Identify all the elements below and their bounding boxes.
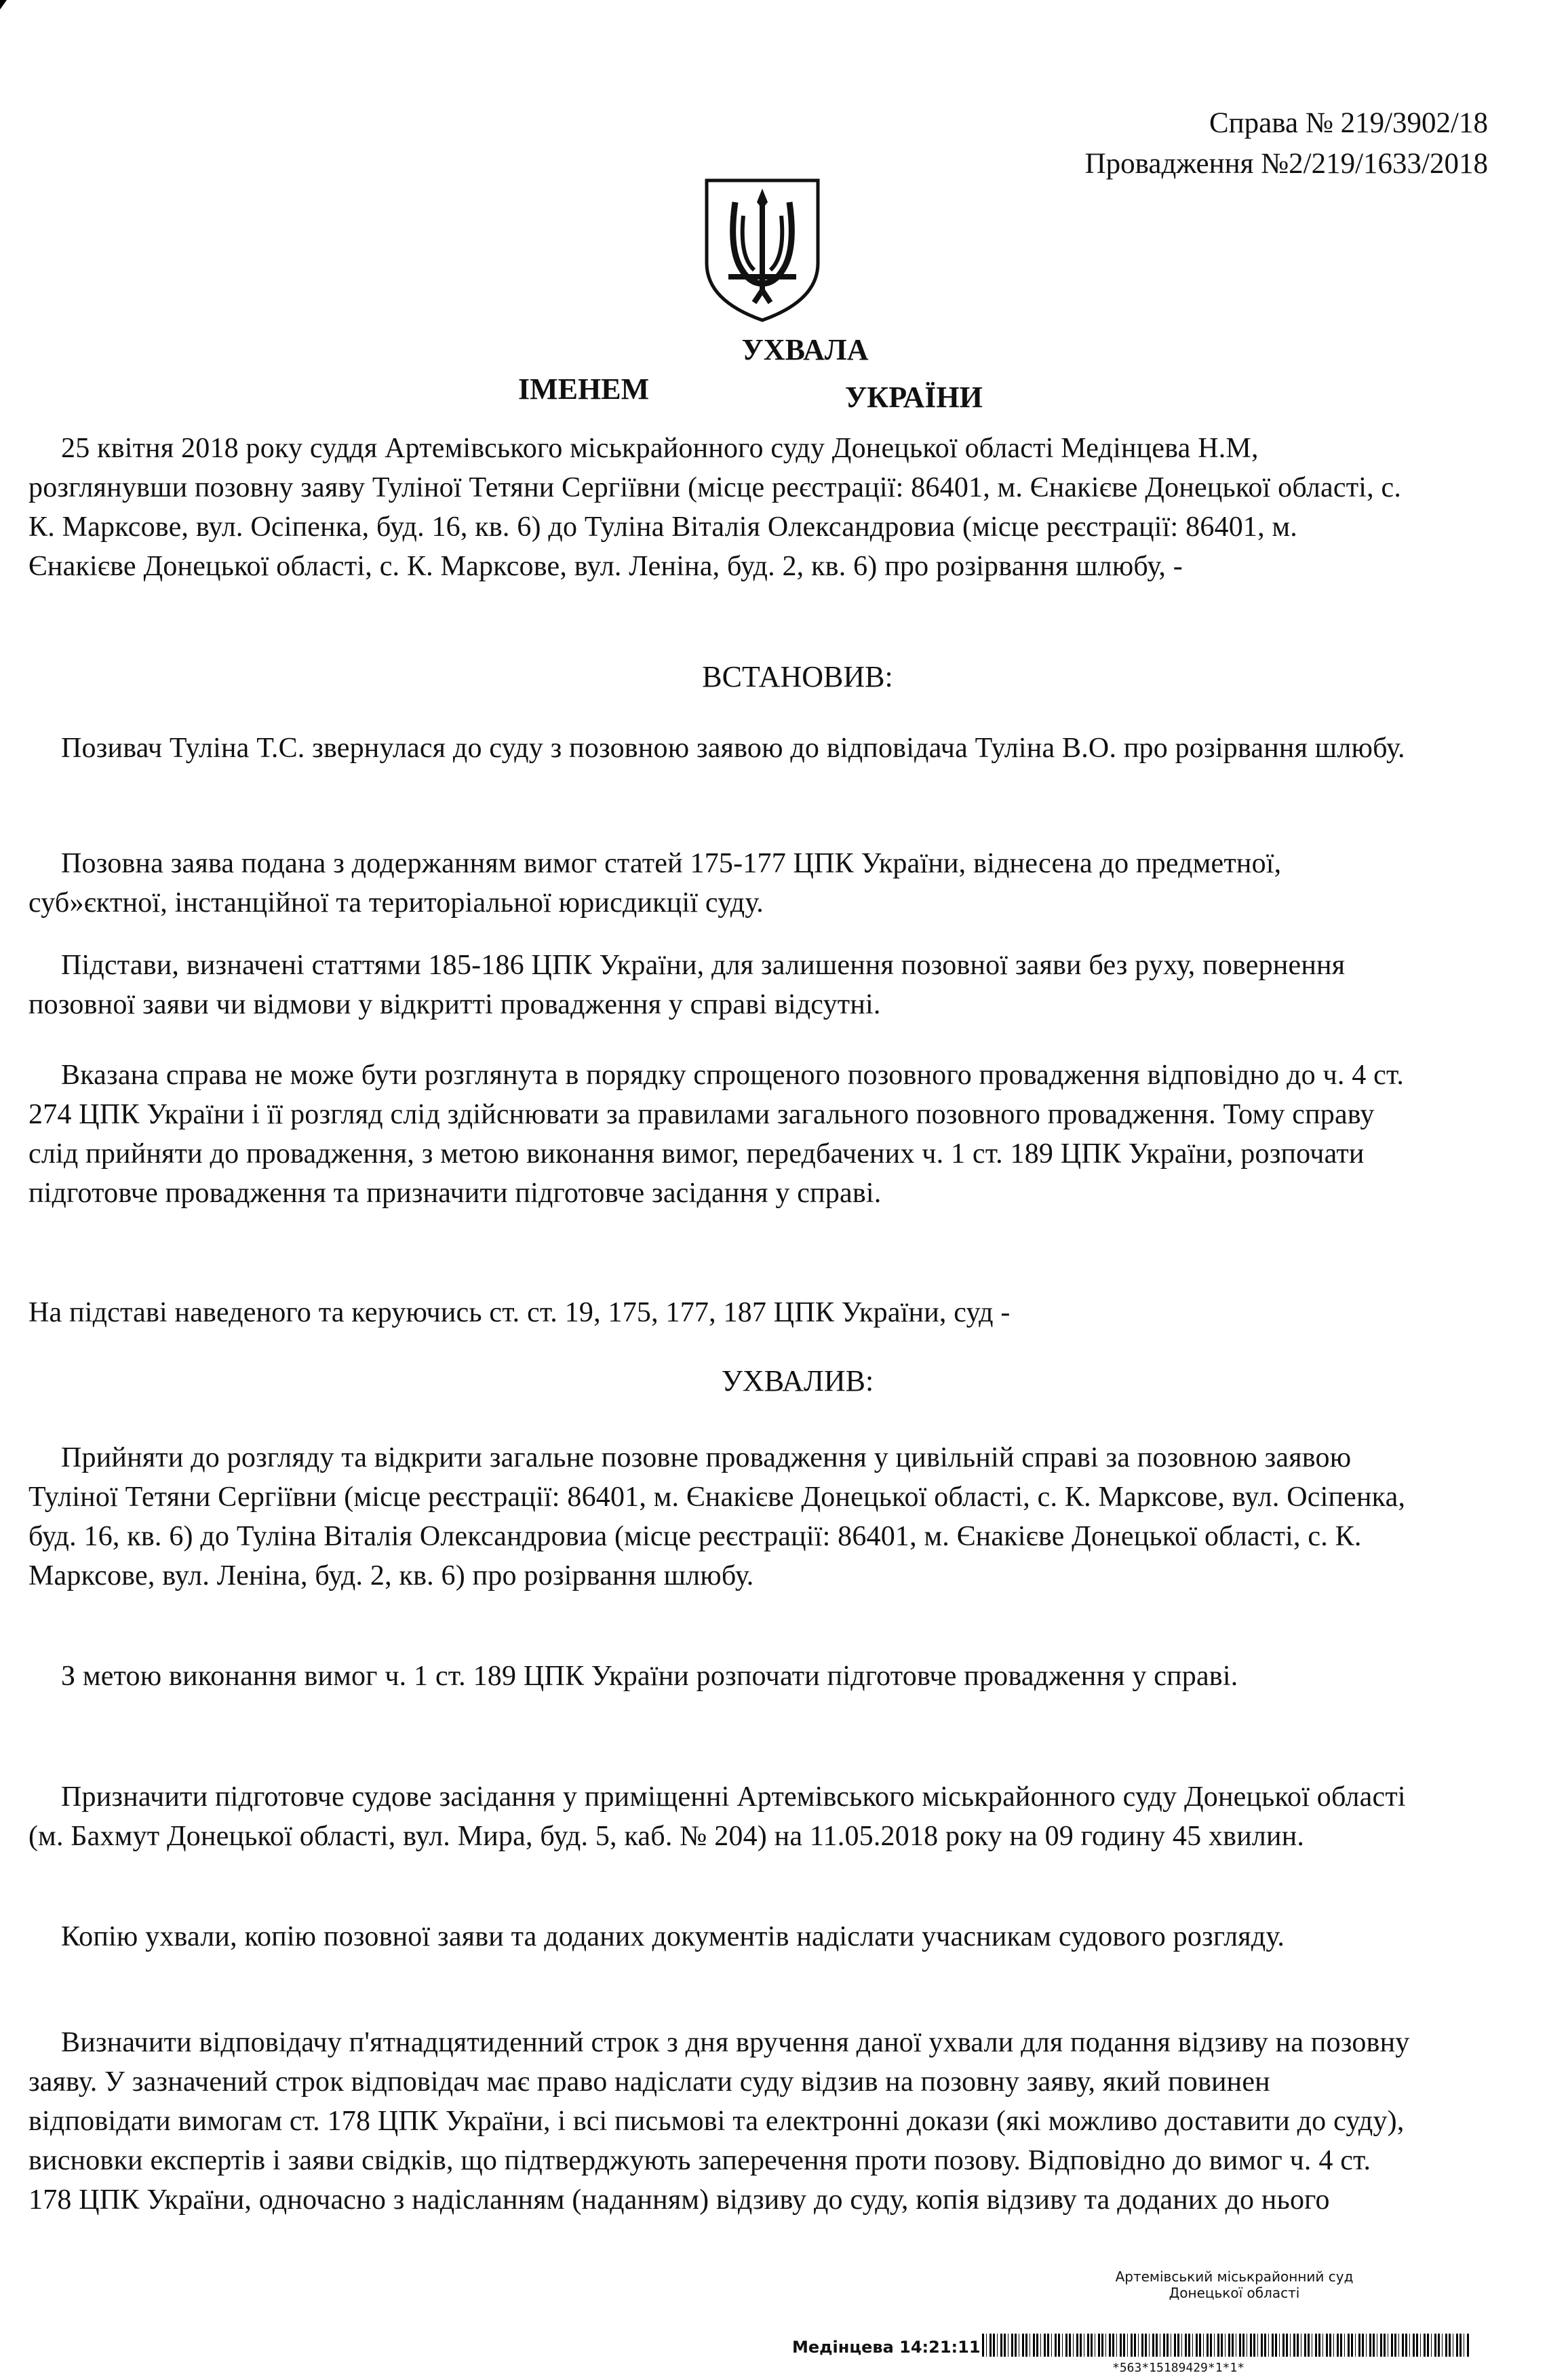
trident-icon [701, 175, 823, 324]
case-number: Справа № 219/3902/18 [1209, 107, 1488, 139]
proceeding-number: Провадження №2/219/1633/2018 [1084, 148, 1488, 180]
established-paragraph-5: На підставі наведеного та керуючись ст. ст. 19, 175, 177, 187 ЦПК України, суд - [28, 1297, 1011, 1328]
case-reference [1085, 103, 1488, 185]
court-stamp-line-1: Артемівський міськрайонний суд [1115, 2268, 1354, 2285]
ruled-paragraph-2: З метою виконання вимог ч. 1 ст. 189 ЦПК України розпочати підготовче провадження у справі. [61, 1661, 1238, 1692]
established-paragraph-1: Позивач Туліна Т.С. звернулася до суду з позовною заявою до відповідача Туліна В.О. про розірвання шлюбу. [61, 733, 1405, 764]
ruled-paragraph-5: Визначити відповідачу п'ятнадцятиденний строк з дня вручення даної ухвали для подання відзиву на позовну заяву. У зазначений строк відповідач має право надіслати суду відзив на позовну заяву, який повинен відповідати вимогам ст. 178 ЦПК України, і всі письмові та електронні докази (які можливо доставити до суду), висновки експертів і заяви свідків, що підтверджують заперечення проти позову. Відповідно до вимог ч. 4 ст. 178 ЦПК України, одночасно з надісланням (наданням) відзиву до суду, копія відзиву та доданих до нього [28, 2027, 1410, 2216]
ruled-paragraph-1: Прийняти до розгляду та відкрити загальне позовне провадження у цивільній справі за позовною заявою Туліної Тетяни Сергіївни (місце реєстрації: 86401, м. Єнакієве Донецької області, с. К. Марксове, вул. Осіпенка, буд. 16, кв. 6) до Туліна Віталія Олександровиа (місце реєстрації: 86401, м. Єнакієве Донецької області, с. К. Марксове, вул. Леніна, буд. 2, кв. 6) про розірвання шлюбу. [28, 1442, 1406, 1591]
ruled-heading: УХВАЛИВ: [721, 1364, 874, 1397]
established-paragraph-4: Вказана справа не може бути розглянута в порядку спрощеного позовного провадження відповідно до ч. 4 ст. 274 ЦПК України і її розгляд слід здійснювати за правилами загального позовного провадження. Тому справу слід прийняти до провадження, з метою виконання вимог, передбачених ч. 1 ст. 189 ЦПК України, розпочати підготовче провадження та призначити підготовче засідання у справі. [28, 1060, 1405, 1209]
ruled-paragraph-3: Призначити підготовче судове засідання у приміщенні Артемівського міськрайонного суду Донецької області (м. Бахмут Донецької області, вул. Мира, буд. 5, каб. № 204) на 11.05.2018 року на 09 годину 45 хвилин. [28, 1781, 1406, 1852]
established-paragraph-2: Позовна заява подана з додержанням вимог статей 175-177 ЦПК України, віднесена до предметної, суб»єктної, інстанційної та територіальної юрисдикції суду. [28, 848, 1282, 919]
barcode [982, 2334, 1470, 2357]
barcode-code: *563*15189429*1*1* [1112, 2361, 1245, 2375]
established-heading: ВСТАНОВИВ: [702, 660, 893, 693]
ruled-paragraph-4: Копію ухвали, копію позовної заяви та доданих документів надіслати учасникам судового розгляду. [61, 1921, 1285, 1952]
established-paragraph-3: Підстави, визначені статтями 185-186 ЦПК України, для залишення позовної заяви без руху, повернення позовної заяви чи відмови у відкритті провадження у справі відсутні. [28, 950, 1346, 1020]
signer-timestamp: Медінцева 14:21:11 [792, 2338, 981, 2357]
intro-paragraph: 25 квітня 2018 року суддя Артемівського міськрайонного суду Донецької області Медінцева Н.М, розглянувши позовну заяву Туліної Тетяни Сергіївни (місце реєстрації: 86401, м. Єнакієве Донецької області, с. К. Марксове, вул. Осіпенка, буд. 16, кв. 6) до Туліна Віталія Олександровиа (місце реєстрації: 86401, м. Єнакієве Донецької області, с. К. Марксове, вул. Леніна, буд. 2, кв. 6) про розірвання шлюбу, - [28, 433, 1402, 582]
court-stamp-line-2: Донецької області [1169, 2285, 1300, 2301]
scan-corner-mark [0, 0, 7, 9]
title-right-word: УКРАЇНИ [845, 381, 983, 414]
court-stamp [1044, 2268, 1424, 2301]
document-title: УХВАЛА [741, 333, 869, 366]
title-left-word: ІМЕНЕМ [518, 372, 650, 406]
